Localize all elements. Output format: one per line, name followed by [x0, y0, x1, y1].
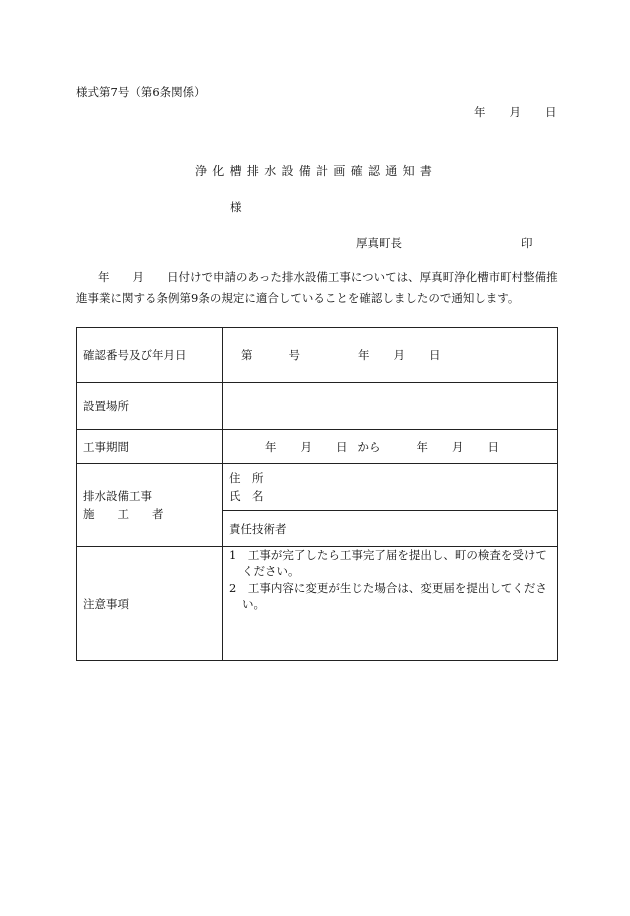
form-number: 様式第7号（第6条関係）: [76, 85, 206, 99]
period-day-start: 日: [336, 439, 348, 454]
label-period: 工事期間: [77, 430, 223, 464]
row-confirmation: [77, 328, 558, 383]
period-from: から: [357, 439, 381, 454]
note-item: 2 工事内容に変更が生じた場合は、変更届を提出してください。: [229, 581, 547, 611]
date-day: 日: [545, 105, 557, 119]
note-item: 1 工事が完了したら工事完了届を提出し、町の検査を受けてください。: [229, 548, 547, 578]
confirmation-no-prefix: 第: [241, 348, 253, 362]
value-notes: [223, 547, 558, 661]
confirmation-no-suffix: 号: [288, 348, 300, 362]
contractor-address: 住 所: [229, 471, 264, 485]
period-month-end: 月: [452, 439, 464, 454]
row-period: [77, 430, 558, 464]
value-location: [223, 383, 558, 430]
document-title: 浄化槽排水設備計画確認通知書: [195, 164, 438, 178]
label-notes: 注意事項: [77, 547, 223, 661]
period-day-end: 日: [487, 439, 499, 454]
confirmation-table: [76, 327, 558, 661]
confirmation-day: 日: [429, 348, 441, 362]
value-confirmation: [223, 328, 558, 383]
addressee-suffix: 様: [230, 200, 242, 214]
period-year-end: 年: [416, 439, 428, 454]
confirmation-month: 月: [393, 348, 405, 362]
label-location: 設置場所: [77, 383, 223, 430]
period-month-start: 月: [300, 439, 312, 454]
period-year-start: 年: [265, 439, 277, 454]
date-year: 年: [474, 105, 486, 119]
date-month: 月: [509, 105, 521, 119]
contractor-name: 氏 名: [229, 489, 264, 503]
contractor-label-line2: 施 工 者: [83, 507, 164, 521]
row-notes: [77, 547, 558, 661]
contractor-label-line1: 排水設備工事: [83, 489, 152, 503]
confirmation-year: 年: [358, 348, 370, 362]
row-location: [77, 383, 558, 430]
label-confirmation: 確認番号及び年月日: [77, 328, 223, 383]
value-contractor-address: [223, 464, 558, 511]
issuer-name: 厚真町長: [356, 236, 402, 250]
row-contractor: [77, 464, 558, 511]
issue-date: [474, 104, 557, 120]
seal-mark: 印: [521, 236, 533, 250]
value-period: [223, 430, 558, 464]
value-engineer: 責任技術者: [223, 511, 558, 547]
label-contractor: [77, 464, 223, 547]
notice-body: 年 月 日付けで申請のあった排水設備工事については、厚真町浄化槽市町村整備推進事業に関する条例第9条の規定に適合していることを確認しましたので通知します。: [76, 270, 558, 305]
